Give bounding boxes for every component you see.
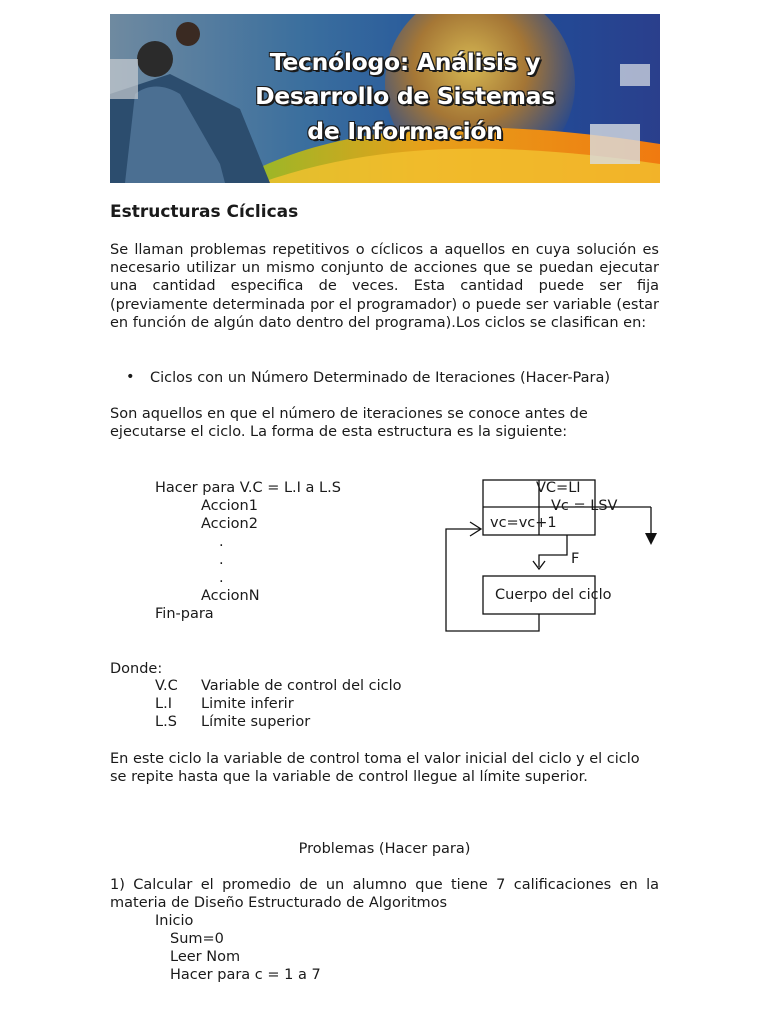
donde-definition: Límite superior	[201, 714, 311, 730]
flowchart-false-label: F	[571, 551, 580, 567]
bullet-item: Ciclos con un Número Determinado de Iteraciones (Hacer-Para)	[150, 370, 611, 386]
problem-code-leer: Leer Nom	[170, 949, 241, 965]
pseudocode-line-finpara: Fin-para	[155, 606, 214, 622]
pseudocode-dot: .	[219, 552, 224, 568]
problem-code-sum: Sum=0	[170, 931, 224, 947]
structure-description: Son aquellos en que el número de iteraciones se conoce antes de ejecutarse el ciclo. La forma de esta estructura es la siguiente:	[110, 406, 588, 441]
problem-1-statement: 1) Calcular el promedio de un alumno que tiene 7 calificaciones en la materia de Diseño Estructurado de Algoritmos	[110, 877, 659, 912]
flowchart-increment-label: vc=vc+1	[490, 515, 557, 531]
bullet-dot: •	[126, 369, 135, 385]
problem-code-inicio: Inicio	[155, 913, 194, 929]
section-title: Estructuras Cíclicas	[110, 202, 299, 222]
donde-definition: Limite inferir	[201, 696, 294, 712]
problem-code-hacer: Hacer para c = 1 a 7	[170, 967, 321, 983]
flowchart-condition-label: Vc = LSV	[551, 498, 618, 514]
donde-term: V.C	[155, 678, 178, 694]
donde-label: Donde:	[110, 661, 163, 677]
pseudocode-line-hacer: Hacer para V.C = L.I a L.S	[155, 480, 341, 496]
donde-definition: Variable de control del ciclo	[201, 678, 402, 694]
pseudocode-dot: .	[219, 534, 224, 550]
banner-title-line3: de Información	[307, 117, 503, 145]
intro-paragraph: Se llaman problemas repetitivos o cíclicos a aquellos en cuya solución es necesario utilizar un mismo conjunto de acciones que se puedan ejecutar una cantidad especifica de veces. Esta cantidad puede ser fija (previamente determinada por el programador) o puede ser variable (estar en función de algún dato dentro del programa).Los ciclos se clasifican en:	[110, 242, 659, 331]
pseudocode-line-accionN: AccionN	[201, 588, 260, 604]
pseudocode-line-accion1: Accion1	[201, 498, 258, 514]
header-banner	[110, 14, 660, 183]
problems-title: Problemas (Hacer para)	[298, 841, 471, 857]
pseudocode-line-accion2: Accion2	[201, 516, 258, 532]
flowchart-body-label: Cuerpo del ciclo	[495, 587, 612, 603]
banner-title-line1: Tecnólogo: Análisis y	[269, 48, 541, 76]
loop-explanation: En este ciclo la variable de control toma el valor inicial del ciclo y el ciclo se repite hasta que la variable de control llegue al límite superior.	[110, 751, 640, 786]
banner-title-line2: Desarrollo de Sistemas	[255, 82, 555, 110]
pseudocode-dot: .	[219, 570, 224, 586]
flowchart-init-label: VC=LI	[536, 480, 581, 496]
donde-term: L.S	[155, 714, 177, 730]
donde-term: L.I	[155, 696, 172, 712]
